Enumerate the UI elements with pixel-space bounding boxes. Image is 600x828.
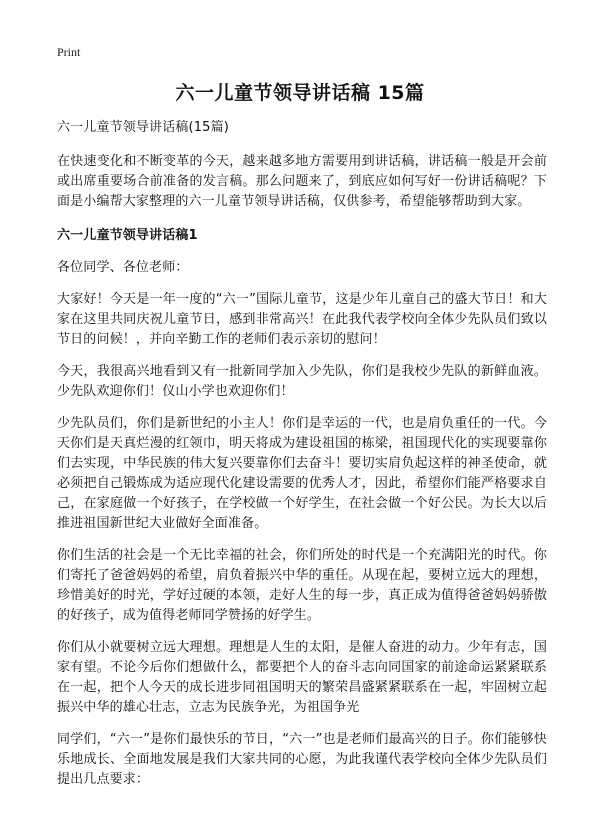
body-paragraph: 今天，我很高兴地看到又有一批新同学加入少先队，你们是我校少先队的新鲜血液。少先队欢迎你们！仪山小学也欢迎你们！ bbox=[57, 364, 547, 399]
intro-paragraph: 在快速变化和不断变革的今天，越来越多地方需要用到讲话稿，讲话稿一般是开会前或出席重要场合前准备的发言稿。那么问题来了，到底应如何写好一份讲话稿呢？下面是小编帮大家整理的六一儿童节领导讲话稿，仅供参考，希望能够帮助到大家。 bbox=[57, 154, 547, 209]
document-body bbox=[57, 118, 547, 802]
section-heading: 六一儿童节领导讲话稿1 bbox=[57, 228, 198, 243]
body-paragraph: 同学们，“六一”是你们最快乐的节日，“六一”也是老师们最高兴的日子。你们能够快乐地成长、全面地发展是我们大家共同的心愿，为此我谨代表学校向全体少先队员们提出几点要求： bbox=[57, 732, 547, 787]
body-paragraph: 少先队员们，你们是新世纪的小主人！你们是幸运的一代，也是肩负重任的一代。今天你们是天真烂漫的红领巾，明天将成为建设祖国的栋梁，祖国现代化的实现要靠你们去实现，中华民族的伟大复兴要靠你们去奋斗！要切实肩负起这样的神圣使命，就必须把自己锻炼成为适应现代化建设需要的优秀人才，因此，希望你们能严格要求自己，在家庭做一个好孩子，在学校做一个好学生，在社会做一个好公民。为长大以后推进祖国新世纪大业做好全面准备。 bbox=[57, 416, 547, 531]
print-link[interactable]: Print bbox=[57, 45, 81, 59]
body-paragraph: 你们从小就要树立远大理想。理想是人生的太阳，是催人奋进的动力。少年有志，国家有望。不论今后你们想做什么，都要把个人的奋斗志向同国家的前途命运紧紧联系在一起，把个人今天的成长进步同祖国明天的繁荣昌盛紧紧联系在一起，牢固树立起振兴中华的雄心壮志，立志为民族争光，为祖国争光 bbox=[57, 640, 547, 715]
greeting-paragraph: 各位同学、各位老师： bbox=[57, 260, 189, 275]
document-subtitle: 六一儿童节领导讲话稿(15篇) bbox=[57, 120, 229, 135]
document-title: 六一儿童节领导讲话稿 15篇 bbox=[175, 82, 425, 104]
body-paragraph: 你们生活的社会是一个无比幸福的社会，你们所处的时代是一个充满阳光的时代。你们寄托了爸爸妈妈的希望，肩负着振兴中华的重任。从现在起，要树立远大的理想，珍惜美好的时光，学好过硬的本领，走好人生的每一步，真正成为值得爸爸妈妈骄傲的好孩子，成为值得老师同学赞扬的好学生。 bbox=[57, 548, 547, 623]
body-paragraph: 大家好！今天是一年一度的“六一”国际儿童节，这是少年儿童自己的盛大节日！和大家在这里共同庆祝儿童节日，感到非常高兴！在此我代表学校向全体少先队员们致以节日的问候！，并向辛勤工作的老师们表示亲切的慰问！ bbox=[57, 292, 547, 347]
